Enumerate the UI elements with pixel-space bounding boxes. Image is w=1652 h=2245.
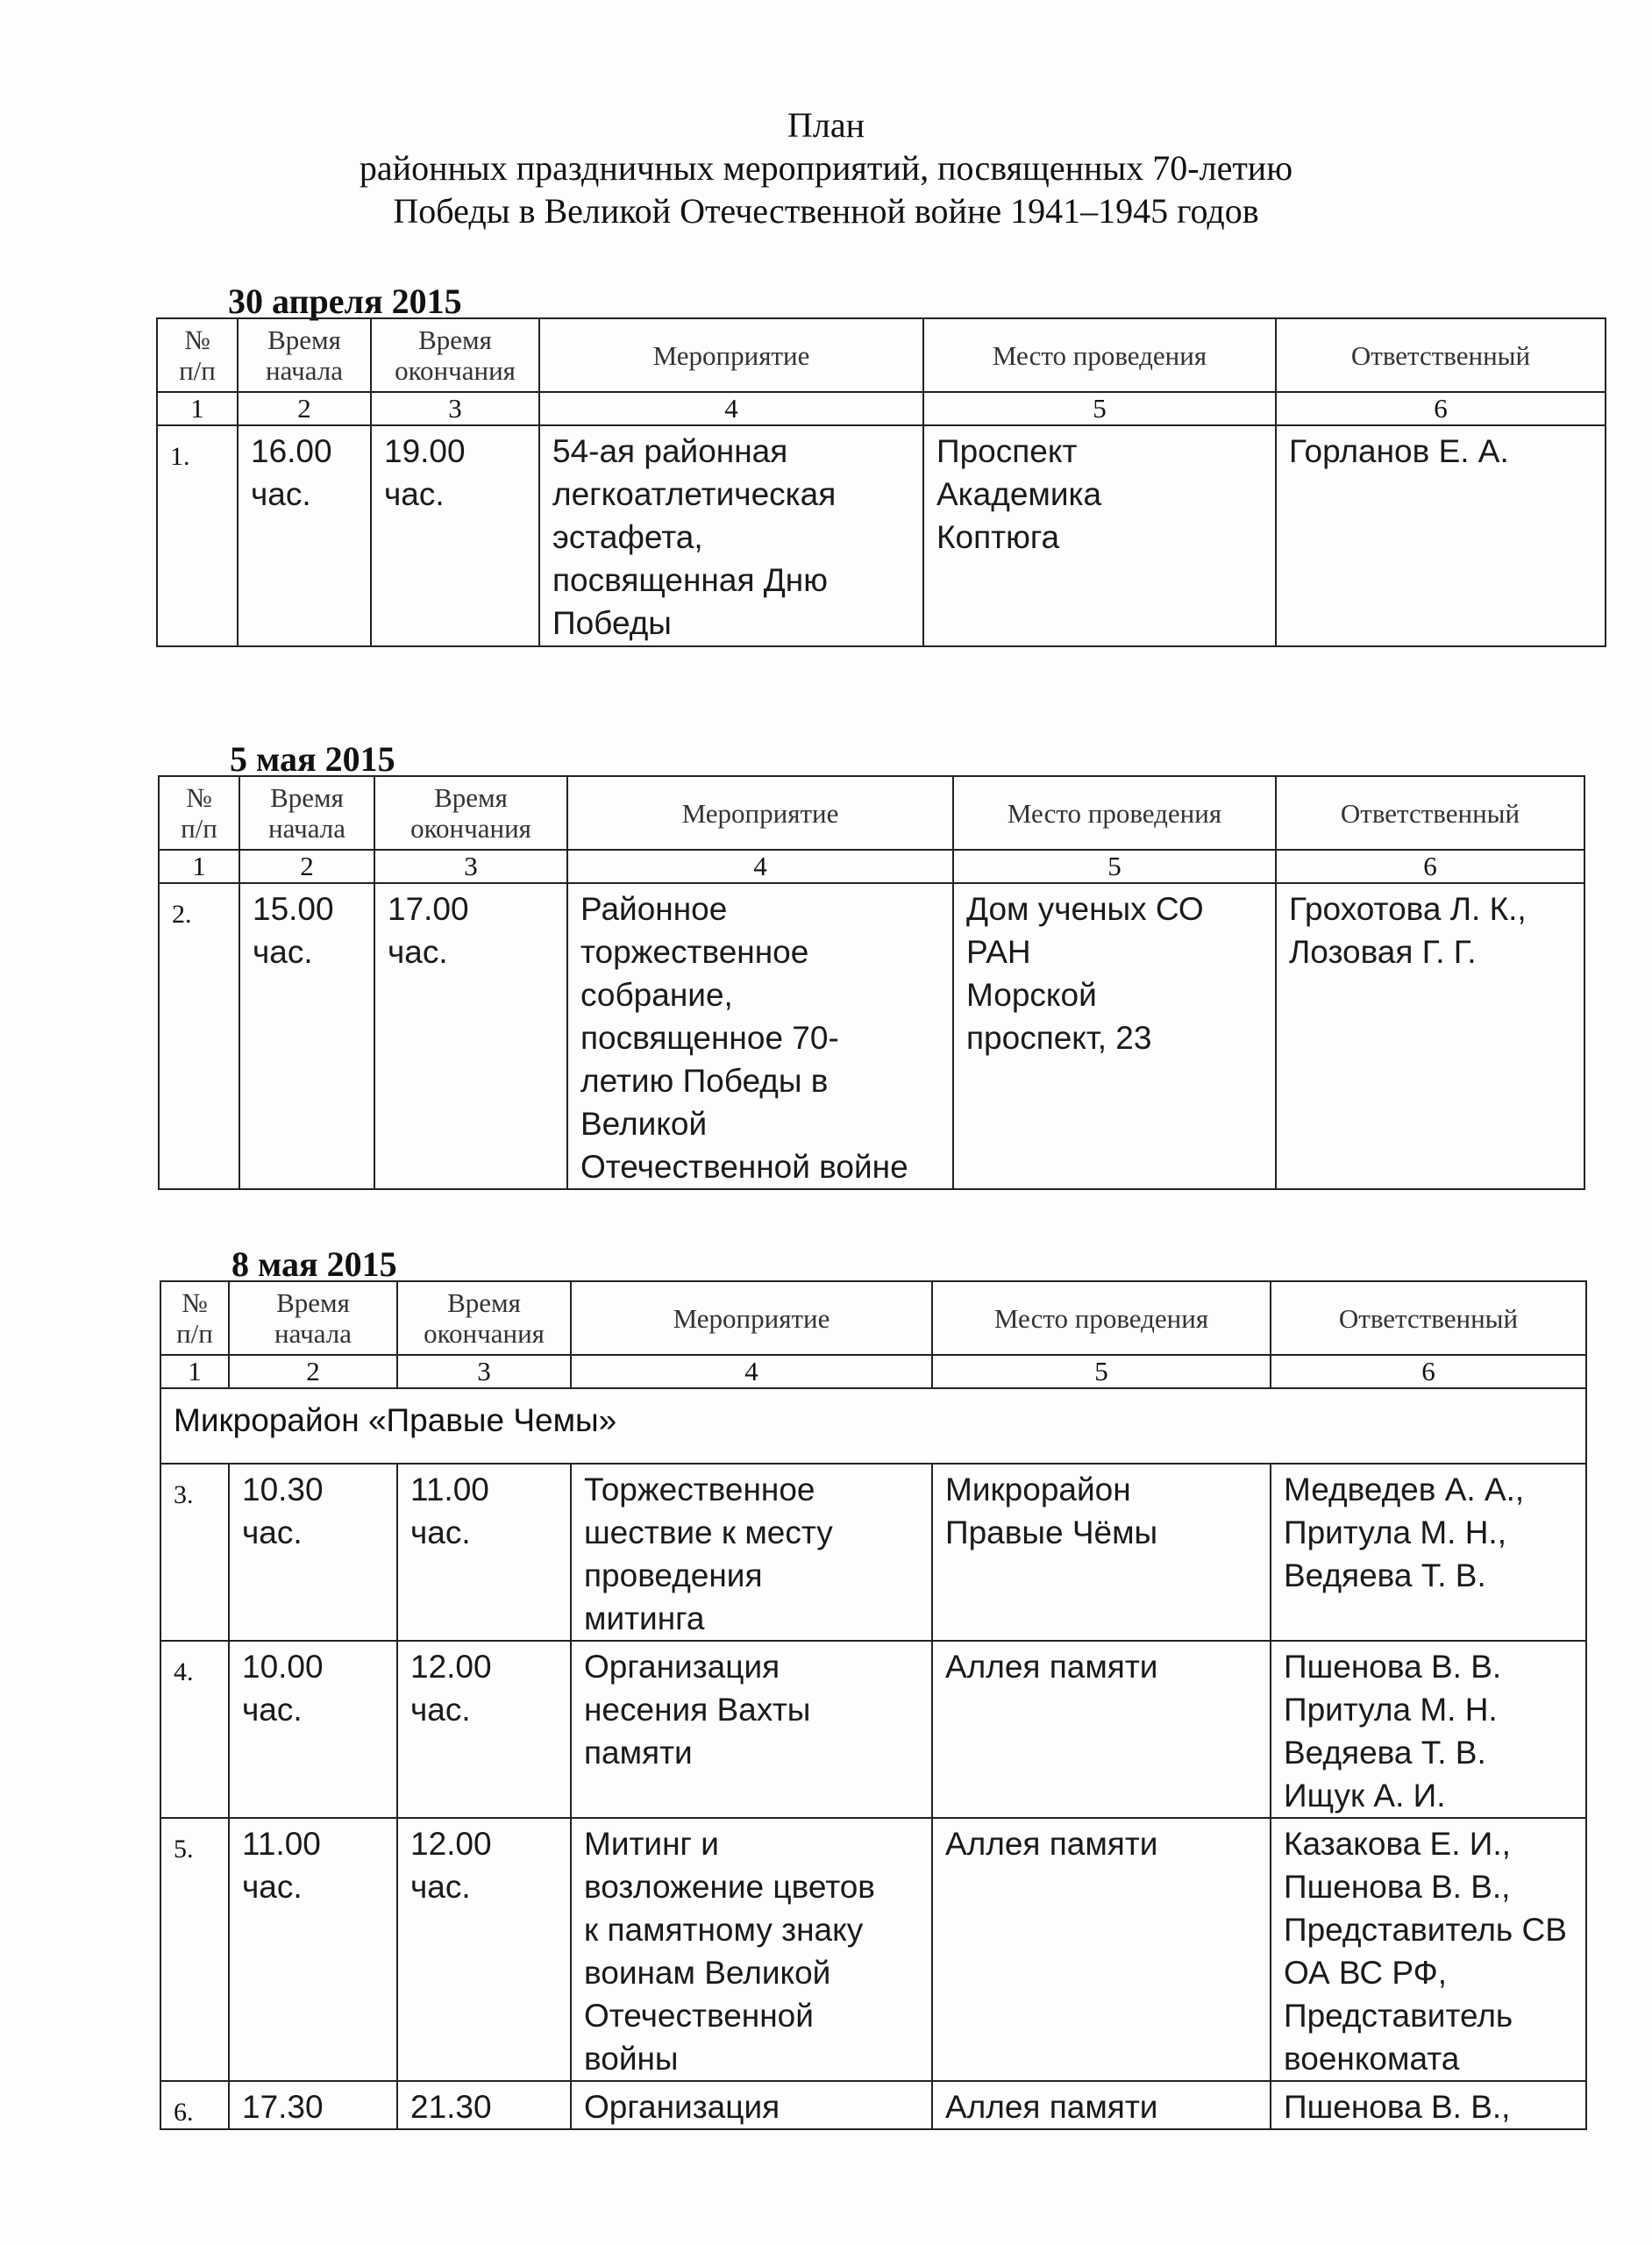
column-number: 1 [157,392,238,425]
column-number-row [157,392,1606,425]
row-place: Аллея памяти [932,1641,1271,1818]
row-event: 54-ая районная легкоатлетическая эстафета, посвященная Дню Победы [539,425,923,646]
row-end-time: 11.00 час. [397,1464,571,1641]
header-num: № п/п [157,318,238,392]
events-table [160,1280,1587,2130]
table-row [159,883,1584,1189]
table-row [160,1641,1586,1818]
row-event: Организация [571,2081,932,2129]
row-num: 1. [157,425,238,646]
row-start-time: 17.30 [229,2081,397,2129]
column-number: 5 [923,392,1276,425]
row-event: Организация несения Вахты памяти [571,1641,932,1818]
row-start-time: 10.00 час. [229,1641,397,1818]
table-row [157,425,1606,646]
section-date: 5 мая 2015 [230,739,395,779]
header-place: Место проведения [932,1281,1271,1355]
row-responsible: Пшенова В. В. Притула М. Н. Ведяева Т. В. Ищук А. И. [1271,1641,1586,1818]
row-start-time: 15.00 час. [239,883,374,1189]
row-place: Аллея памяти [932,2081,1271,2129]
header-end: Время окончания [397,1281,571,1355]
row-event: Районное торжественное собрание, посвященное 70- летию Победы в Великой Отечественной войне [567,883,953,1189]
row-start-time: 11.00 час. [229,1818,397,2081]
row-start-time: 10.30 час. [229,1464,397,1641]
column-number: 2 [229,1355,397,1388]
header-num: № п/п [159,776,239,850]
row-end-time: 17.00 час. [374,883,567,1189]
table-row [160,1818,1586,2081]
column-number-row [160,1355,1586,1388]
row-responsible: Пшенова В. В., [1271,2081,1586,2129]
row-place: Проспект Академика Коптюга [923,425,1276,646]
table-header-row [160,1281,1586,1355]
row-end-time: 12.00 час. [397,1641,571,1818]
district-subheader: Микрорайон «Правые Чемы» [160,1388,1586,1464]
title-line-2: районных праздничных мероприятий, посвященных 70-летию [359,148,1293,188]
row-num: 5. [160,1818,229,2081]
header-responsible: Ответственный [1276,318,1606,392]
column-number: 6 [1271,1355,1586,1388]
header-event: Мероприятие [567,776,953,850]
row-place: Аллея памяти [932,1818,1271,2081]
column-number-row [159,850,1584,883]
header-event: Мероприятие [539,318,923,392]
header-start: Время начала [239,776,374,850]
row-place: Дом ученых СО РАН Морской проспект, 23 [953,883,1276,1189]
row-end-time: 21.30 [397,2081,571,2129]
events-table [156,317,1606,647]
subheader-row [160,1388,1586,1464]
header-end: Время окончания [374,776,567,850]
header-start: Время начала [238,318,371,392]
section-date: 8 мая 2015 [231,1244,397,1284]
row-event: Торжественное шествие к месту проведения митинга [571,1464,932,1641]
row-num: 3. [160,1464,229,1641]
column-number: 6 [1276,850,1584,883]
header-responsible: Ответственный [1276,776,1584,850]
table-header-row [157,318,1606,392]
row-responsible: Грохотова Л. К., Лозовая Г. Г. [1276,883,1584,1189]
column-number: 3 [371,392,539,425]
header-place: Место проведения [953,776,1276,850]
column-number: 2 [239,850,374,883]
header-responsible: Ответственный [1271,1281,1586,1355]
column-number: 4 [539,392,923,425]
header-num: № п/п [160,1281,229,1355]
document-title [0,103,1652,232]
column-number: 1 [160,1355,229,1388]
column-number: 4 [567,850,953,883]
column-number: 2 [238,392,371,425]
row-place: Микрорайон Правые Чёмы [932,1464,1271,1641]
column-number: 5 [932,1355,1271,1388]
column-number: 3 [397,1355,571,1388]
row-responsible: Горланов Е. А. [1276,425,1606,646]
row-start-time: 16.00 час. [238,425,371,646]
row-event: Митинг и возложение цветов к памятному знаку воинам Великой Отечественной войны [571,1818,932,2081]
row-num: 4. [160,1641,229,1818]
table-header-row [159,776,1584,850]
title-line-3: Победы в Великой Отечественной войне 1941–1945 годов [393,191,1259,231]
title-line-1: План [787,105,865,145]
column-number: 1 [159,850,239,883]
row-num: 2. [159,883,239,1189]
section-date: 30 апреля 2015 [228,282,462,321]
column-number: 3 [374,850,567,883]
row-end-time: 19.00 час. [371,425,539,646]
events-table [158,775,1585,1190]
row-responsible: Казакова Е. И., Пшенова В. В., Представитель СВ ОА ВС РФ, Представитель военкомата [1271,1818,1586,2081]
header-place: Место проведения [923,318,1276,392]
row-num: 6. [160,2081,229,2129]
table-row [160,1464,1586,1641]
column-number: 6 [1276,392,1606,425]
header-end: Время окончания [371,318,539,392]
table-row [160,2081,1586,2129]
header-start: Время начала [229,1281,397,1355]
row-end-time: 12.00 час. [397,1818,571,2081]
column-number: 5 [953,850,1276,883]
header-event: Мероприятие [571,1281,932,1355]
row-responsible: Медведев А. А., Притула М. Н., Ведяева Т. В. [1271,1464,1586,1641]
column-number: 4 [571,1355,932,1388]
